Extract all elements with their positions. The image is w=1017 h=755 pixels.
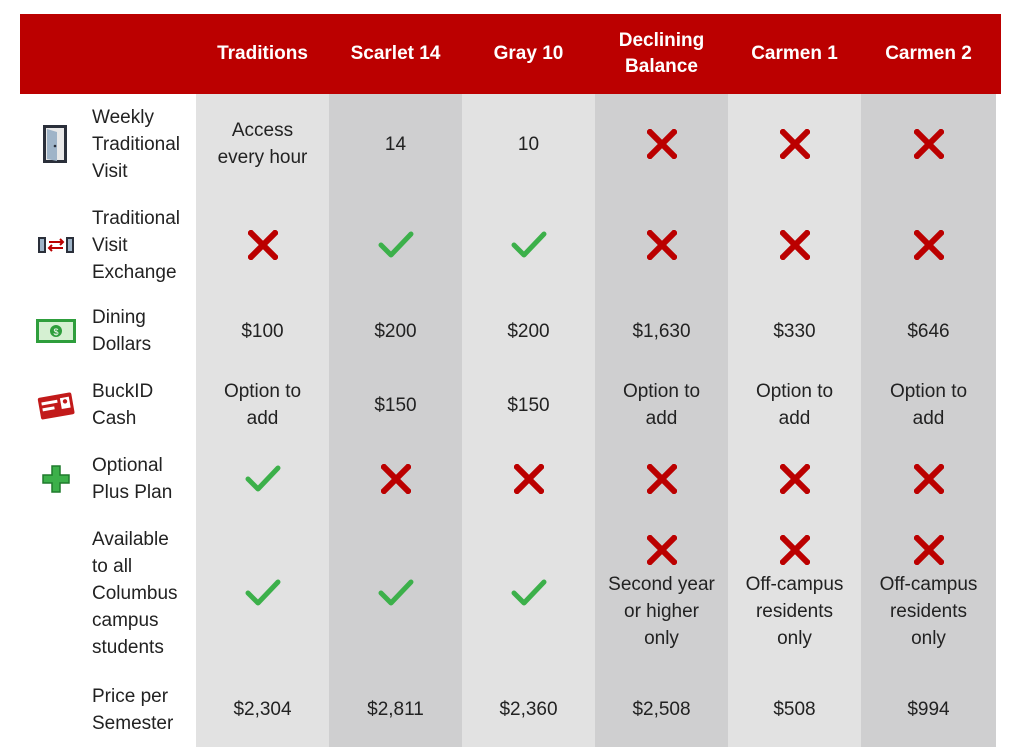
cell-text: Option to add: [889, 381, 968, 429]
cell-carmen-1: [728, 296, 861, 366]
row-label-cell: [20, 514, 196, 672]
cell-text: 14: [384, 133, 407, 155]
x-mark-icon: [780, 230, 810, 260]
cell-text: $200: [507, 320, 550, 342]
x-mark-icon: [914, 535, 944, 565]
x-mark-icon: [780, 535, 810, 565]
cell-text: 10: [517, 133, 540, 155]
cell-carmen-2: [861, 94, 996, 194]
cell-gray-10: [462, 672, 595, 747]
table-row: [20, 672, 1001, 747]
cell-traditions: [196, 444, 329, 514]
row-label: Traditional Visit Exchange: [92, 207, 181, 283]
cell-text: $2,360: [499, 699, 558, 720]
check-mark-icon: [510, 230, 548, 260]
row-label-cell: [20, 672, 196, 747]
row-label: Optional Plus Plan: [92, 455, 173, 503]
cell-scarlet-14: [329, 366, 462, 444]
x-mark-icon: [780, 464, 810, 494]
cell-gray-10: [462, 194, 595, 296]
cell-traditions: [196, 514, 329, 672]
check-mark-icon: [510, 578, 548, 608]
cell-text: $2,508: [632, 699, 691, 720]
header-corner: [20, 14, 196, 94]
cell-declining-balance: [595, 366, 728, 444]
cell-carmen-2: [861, 366, 996, 444]
x-mark-icon: [514, 464, 544, 494]
cell-carmen-1: [728, 514, 861, 672]
cell-text: $2,811: [367, 699, 424, 720]
cell-declining-balance: [595, 444, 728, 514]
cell-declining-balance: [595, 94, 728, 194]
cell-declining-balance: [595, 194, 728, 296]
cell-declining-balance: [595, 296, 728, 366]
cell-text: $1,630: [632, 320, 691, 342]
row-label-cell: [20, 366, 196, 444]
cell-scarlet-14: [329, 94, 462, 194]
x-mark-icon: [381, 464, 411, 494]
cell-carmen-1: [728, 94, 861, 194]
row-label-cell: [20, 94, 196, 194]
door-icon: [20, 123, 92, 165]
cell-carmen-2: [861, 672, 996, 747]
table-row: [20, 444, 1001, 514]
cell-text: Off-campus residents only: [879, 573, 978, 649]
table-row: [20, 296, 1001, 366]
exchange-icon: [20, 235, 92, 255]
cell-carmen-2: [861, 444, 996, 514]
cell-gray-10: [462, 366, 595, 444]
cell-text: $2,304: [233, 699, 292, 720]
x-mark-icon: [647, 464, 677, 494]
cell-text: $200: [374, 320, 417, 342]
cell-traditions: [196, 366, 329, 444]
header-carmen-1: Carmen 1: [751, 43, 838, 64]
table-body: [20, 94, 1001, 747]
cell-gray-10: [462, 514, 595, 672]
money-bill-icon: [20, 318, 92, 344]
header-gray-10: Gray 10: [493, 43, 564, 64]
cell-gray-10: [462, 296, 595, 366]
cell-scarlet-14: [329, 194, 462, 296]
cell-gray-10: [462, 444, 595, 514]
x-mark-icon: [248, 230, 278, 260]
row-label-cell: [20, 194, 196, 296]
cell-traditions: [196, 296, 329, 366]
table-row: [20, 366, 1001, 444]
x-mark-icon: [780, 129, 810, 159]
row-label-cell: [20, 296, 196, 366]
row-label: Dining Dollars: [92, 307, 152, 355]
cell-text: Off-campus residents only: [745, 573, 844, 649]
cell-text: $150: [507, 394, 550, 416]
meal-plan-comparison-table: [20, 14, 1001, 747]
x-mark-icon: [914, 129, 944, 159]
cell-scarlet-14: [329, 444, 462, 514]
cell-traditions: [196, 94, 329, 194]
row-label-cell: [20, 444, 196, 514]
cell-scarlet-14: [329, 514, 462, 672]
cell-declining-balance: [595, 514, 728, 672]
cell-text: $994: [907, 699, 950, 720]
row-label: Weekly Traditional Visit: [92, 106, 181, 182]
cell-scarlet-14: [329, 296, 462, 366]
plus-icon: [20, 464, 92, 494]
cell-text: Option to add: [755, 381, 834, 429]
cell-text: Option to add: [622, 381, 701, 429]
cell-gray-10: [462, 94, 595, 194]
table-header: [20, 14, 1001, 94]
cell-carmen-1: [728, 672, 861, 747]
row-label: BuckID Cash: [92, 381, 154, 429]
table-row: [20, 94, 1001, 194]
x-mark-icon: [647, 535, 677, 565]
header-declining-balance: Declining Balance: [618, 30, 705, 77]
cell-text: $150: [374, 394, 417, 416]
cell-carmen-1: [728, 444, 861, 514]
check-mark-icon: [244, 464, 282, 494]
cell-text: $100: [241, 320, 284, 342]
table-row: [20, 514, 1001, 672]
x-mark-icon: [914, 464, 944, 494]
cell-declining-balance: [595, 672, 728, 747]
cell-text: Second year or higher only: [608, 573, 715, 649]
cell-carmen-2: [861, 514, 996, 672]
cell-text: $508: [773, 699, 816, 720]
cell-scarlet-14: [329, 672, 462, 747]
header-scarlet-14: Scarlet 14: [350, 43, 441, 64]
header-traditions: Traditions: [217, 43, 308, 64]
cell-carmen-1: [728, 366, 861, 444]
x-mark-icon: [914, 230, 944, 260]
cell-text: $646: [907, 320, 950, 342]
cell-carmen-2: [861, 194, 996, 296]
row-label: Price per Semester: [92, 685, 174, 734]
cell-carmen-2: [861, 296, 996, 366]
cell-traditions: [196, 194, 329, 296]
cell-text: Option to add: [223, 381, 302, 429]
svg-text:$: $: [53, 327, 59, 337]
cell-text: Access every hour: [217, 120, 308, 168]
row-label: Available to all Columbus campus students: [92, 528, 178, 658]
cell-text: $330: [773, 320, 816, 342]
id-card-icon: [20, 389, 92, 421]
cell-carmen-1: [728, 194, 861, 296]
table-row: [20, 194, 1001, 296]
x-mark-icon: [647, 129, 677, 159]
cell-traditions: [196, 672, 329, 747]
x-mark-icon: [647, 230, 677, 260]
check-mark-icon: [377, 578, 415, 608]
check-mark-icon: [244, 578, 282, 608]
header-carmen-2: Carmen 2: [885, 43, 972, 64]
check-mark-icon: [377, 230, 415, 260]
